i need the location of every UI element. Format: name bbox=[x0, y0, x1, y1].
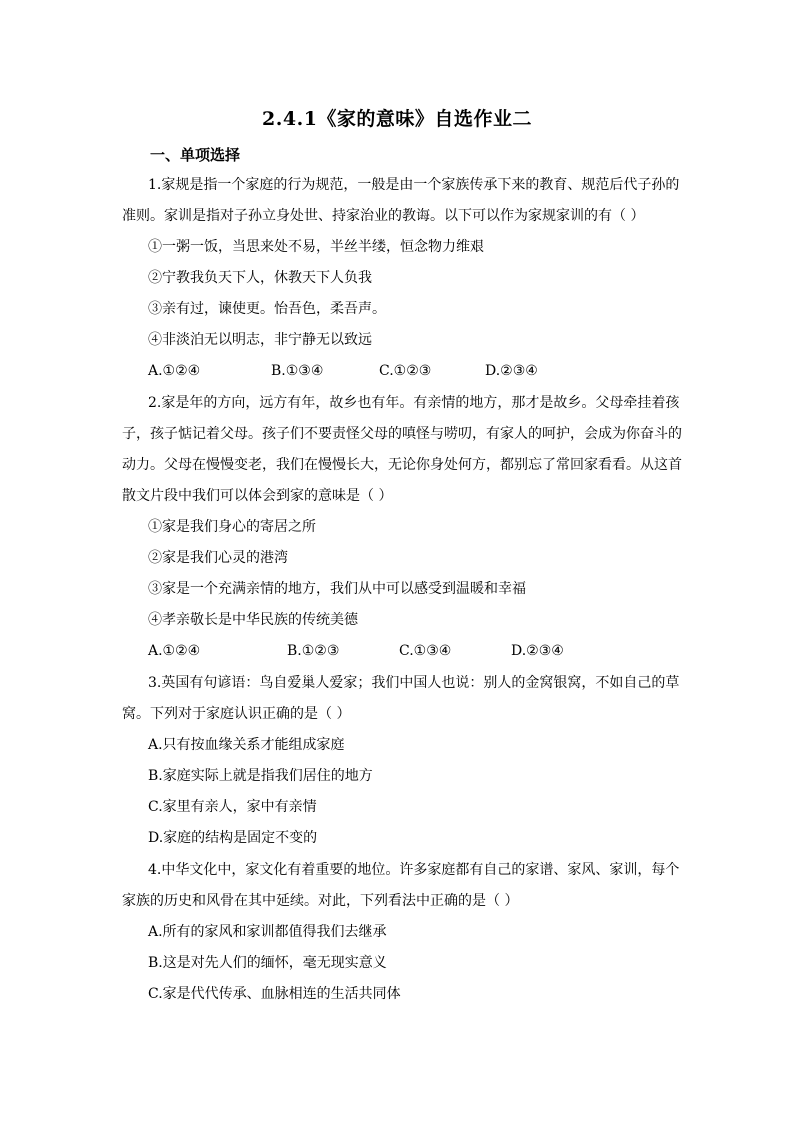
q2-statement-4: ④孝亲敬长是中华民族的传统美德 bbox=[148, 612, 358, 628]
q1-statement-1: ①一粥一饭，当思来处不易，半丝半缕，恒念物力维艰 bbox=[148, 239, 484, 255]
q1-option-a: A.①②④ bbox=[148, 363, 201, 379]
q3-option-a: A.只有按血缘关系才能组成家庭 bbox=[148, 737, 345, 753]
q4-stem-line-1: 4.中华文化中，家文化有着重要的地位。许多家庭都有自己的家谱、家风、家训，每个 bbox=[148, 862, 680, 878]
q1-statement-3: ③亲有过，谏使更。怡吾色，柔吾声。 bbox=[148, 301, 386, 317]
q2-statement-2: ②家是我们心灵的港湾 bbox=[148, 550, 288, 566]
q1-statement-4: ④非淡泊无以明志，非宁静无以致远 bbox=[148, 332, 372, 348]
q2-stem-line-3: 动力。父母在慢慢变老，我们在慢慢长大，无论你身处何方，都别忘了常回家看看。从这首 bbox=[122, 457, 682, 473]
q2-stem-line-2: 子，孩子惦记着父母。孩子们不要责怪父母的嗔怪与唠叨，有家人的呵护，会成为你奋斗的 bbox=[122, 426, 682, 442]
q1-stem-line-2: 准则。家训是指对子孙立身处世、持家治业的教诲。以下可以作为家规家训的有（ ） bbox=[122, 208, 645, 224]
q4-option-c: C.家是代代传承、血脉相连的生活共同体 bbox=[148, 986, 401, 1002]
q3-stem-line-2: 窝。下列对于家庭认识正确的是（ ） bbox=[122, 706, 351, 722]
q2-stem-line-1: 2.家是年的方向，远方有年，故乡也有年。有亲情的地方，那才是故乡。父母牵挂着孩 bbox=[148, 395, 680, 411]
q3-option-d: D.家庭的结构是固定不变的 bbox=[148, 830, 318, 846]
q2-option-c: C.①③④ bbox=[399, 643, 452, 659]
q3-stem-line-1: 3.英国有句谚语：鸟自爱巢人爱家；我们中国人也说：别人的金窝银窝，不如自己的草 bbox=[148, 675, 680, 691]
q4-option-b: B.这是对先人们的缅怀，毫无现实意义 bbox=[148, 955, 387, 971]
q2-option-b: B.①②③ bbox=[287, 643, 340, 659]
q4-option-a: A.所有的家风和家训都值得我们去继承 bbox=[148, 924, 387, 940]
q1-statement-2: ②宁教我负天下人，休教天下人负我 bbox=[148, 270, 372, 286]
q1-stem-line-1: 1.家规是指一个家庭的行为规范，一般是由一个家族传承下来的教育、规范后代子孙的 bbox=[148, 177, 680, 193]
document-title: 2.4.1《家的意味》自选作业二 bbox=[262, 108, 532, 130]
q1-option-c: C.①②③ bbox=[379, 363, 432, 379]
q2-statement-3: ③家是一个充满亲情的地方，我们从中可以感受到温暖和幸福 bbox=[148, 581, 526, 597]
q4-stem-line-2: 家族的历史和风骨在其中延续。对此，下列看法中正确的是（ ） bbox=[122, 893, 519, 909]
q1-option-b: B.①③④ bbox=[271, 363, 324, 379]
q2-stem-line-4: 散文片段中我们可以体会到家的意味是（ ） bbox=[122, 488, 393, 504]
q3-option-b: B.家庭实际上就是指我们居住的地方 bbox=[148, 768, 373, 784]
q2-option-a: A.①②④ bbox=[148, 643, 201, 659]
q2-statement-1: ①家是我们身心的寄居之所 bbox=[148, 519, 316, 535]
section-heading: 一、单项选择 bbox=[150, 146, 241, 164]
q1-option-d: D.②③④ bbox=[485, 363, 538, 379]
q3-option-c: C.家里有亲人，家中有亲情 bbox=[148, 799, 317, 815]
q2-option-d: D.②③④ bbox=[511, 643, 564, 659]
